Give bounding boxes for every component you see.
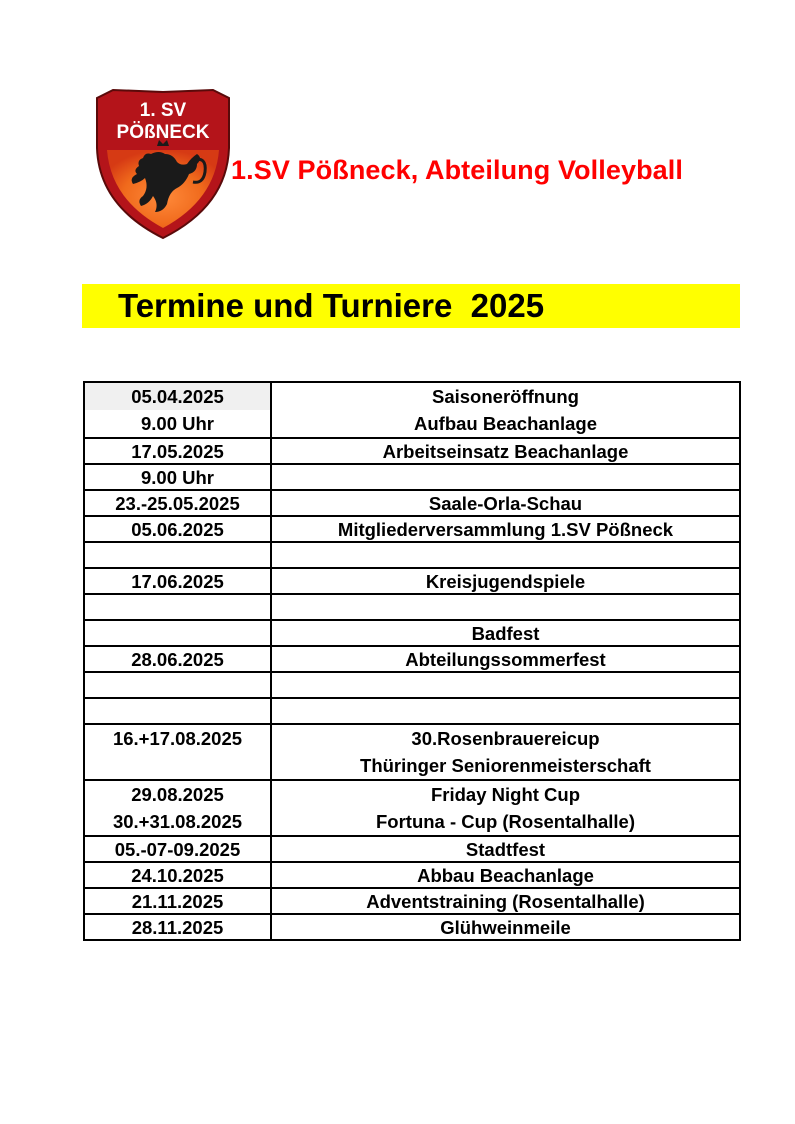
event-line [272,673,739,697]
table-row [84,914,740,940]
date-line [85,752,270,779]
date-line: 9.00 Uhr [140,413,214,434]
date-cell [84,780,271,836]
date-line [85,699,270,723]
table-row [84,888,740,914]
event-cell [271,516,740,542]
table-row [84,646,740,672]
event-line: Glühweinmeile [440,917,571,938]
date-line [85,543,270,567]
date-cell [84,490,271,516]
event-line: Mitgliederversammlung 1.SV Pößneck [337,519,674,540]
event-line [272,699,739,723]
schedule-table [83,381,741,941]
event-cell [271,862,740,888]
event-line [272,595,739,619]
event-line [272,543,739,567]
event-cell [271,724,740,780]
date-cell [84,646,271,672]
table-row [84,780,740,836]
date-cell [84,438,271,464]
date-cell [84,672,271,698]
event-cell [271,780,740,836]
event-cell [271,542,740,568]
event-line: Fortuna - Cup (Rosentalhalle) [376,811,635,832]
event-line [272,465,739,489]
table-row [84,542,740,568]
organization-name: 1.SV Pößneck, Abteilung Volleyball [231,155,683,185]
title-highlight [82,284,740,328]
date-line: 28.11.2025 [131,917,224,938]
event-line: Badfest [471,623,540,644]
date-line: 05.04.2025 [85,383,270,410]
event-line: Saisoneröffnung [432,386,579,407]
date-cell [84,862,271,888]
club-logo [93,88,233,240]
event-cell [271,620,740,646]
date-line [85,673,270,697]
event-line: Stadtfest [465,839,546,860]
table-row [84,464,740,490]
event-cell [271,914,740,940]
date-line: 21.11.2025 [131,891,224,912]
date-line: 24.10.2025 [131,865,224,886]
event-line: Adventstraining (Rosentalhalle) [366,891,645,912]
table-row [84,516,740,542]
event-line: Aufbau Beachanlage [414,413,597,434]
date-cell [84,914,271,940]
date-line: 23.-25.05.2025 [115,493,240,514]
event-cell [271,836,740,862]
event-cell [271,672,740,698]
event-line: Abbau Beachanlage [417,865,594,886]
table-row [84,382,740,438]
table-row [84,594,740,620]
event-cell [271,568,740,594]
table-row [84,672,740,698]
date-line: 05.-07-09.2025 [114,839,241,860]
event-cell [271,382,740,438]
event-line: Thüringer Seniorenmeisterschaft [360,755,651,776]
date-line: 9.00 Uhr [140,467,214,488]
date-line: 30.+31.08.2025 [112,811,243,832]
date-cell [84,464,271,490]
date-cell [84,594,271,620]
logo-text-line2: PÖßNECK [116,122,210,143]
event-line: 30.Rosenbrauereicup [411,728,600,749]
date-cell [84,724,271,780]
date-cell [84,542,271,568]
table-row [84,862,740,888]
logo-text-line1: 1. SV [139,100,187,121]
table-row [84,724,740,780]
event-line: Abteilungssommerfest [405,649,606,670]
date-cell [84,568,271,594]
table-row [84,620,740,646]
date-line: 29.08.2025 [131,784,224,805]
event-line: Kreisjugendspiele [425,571,586,592]
date-line: 17.06.2025 [131,571,224,592]
event-line: Arbeitseinsatz Beachanlage [382,441,629,462]
date-cell [84,698,271,724]
date-cell [84,836,271,862]
event-cell [271,888,740,914]
event-cell [271,646,740,672]
date-cell [84,382,271,438]
table-row [84,438,740,464]
date-line: 16.+17.08.2025 [112,728,243,749]
date-cell [84,620,271,646]
event-cell [271,698,740,724]
table-row [84,490,740,516]
event-line: Friday Night Cup [430,784,581,805]
date-line [85,595,270,619]
date-line: 28.06.2025 [131,649,224,670]
table-row [84,568,740,594]
event-cell [271,490,740,516]
date-line [85,621,270,645]
event-cell [271,594,740,620]
event-cell [271,464,740,490]
table-row [84,698,740,724]
date-line: 05.06.2025 [131,519,224,540]
date-cell [84,516,271,542]
event-line: Saale-Orla-Schau [428,493,583,514]
date-cell [84,888,271,914]
event-cell [271,438,740,464]
table-row [84,836,740,862]
date-line: 17.05.2025 [131,441,224,462]
page-title: Termine und Turniere 2025 [118,287,545,324]
